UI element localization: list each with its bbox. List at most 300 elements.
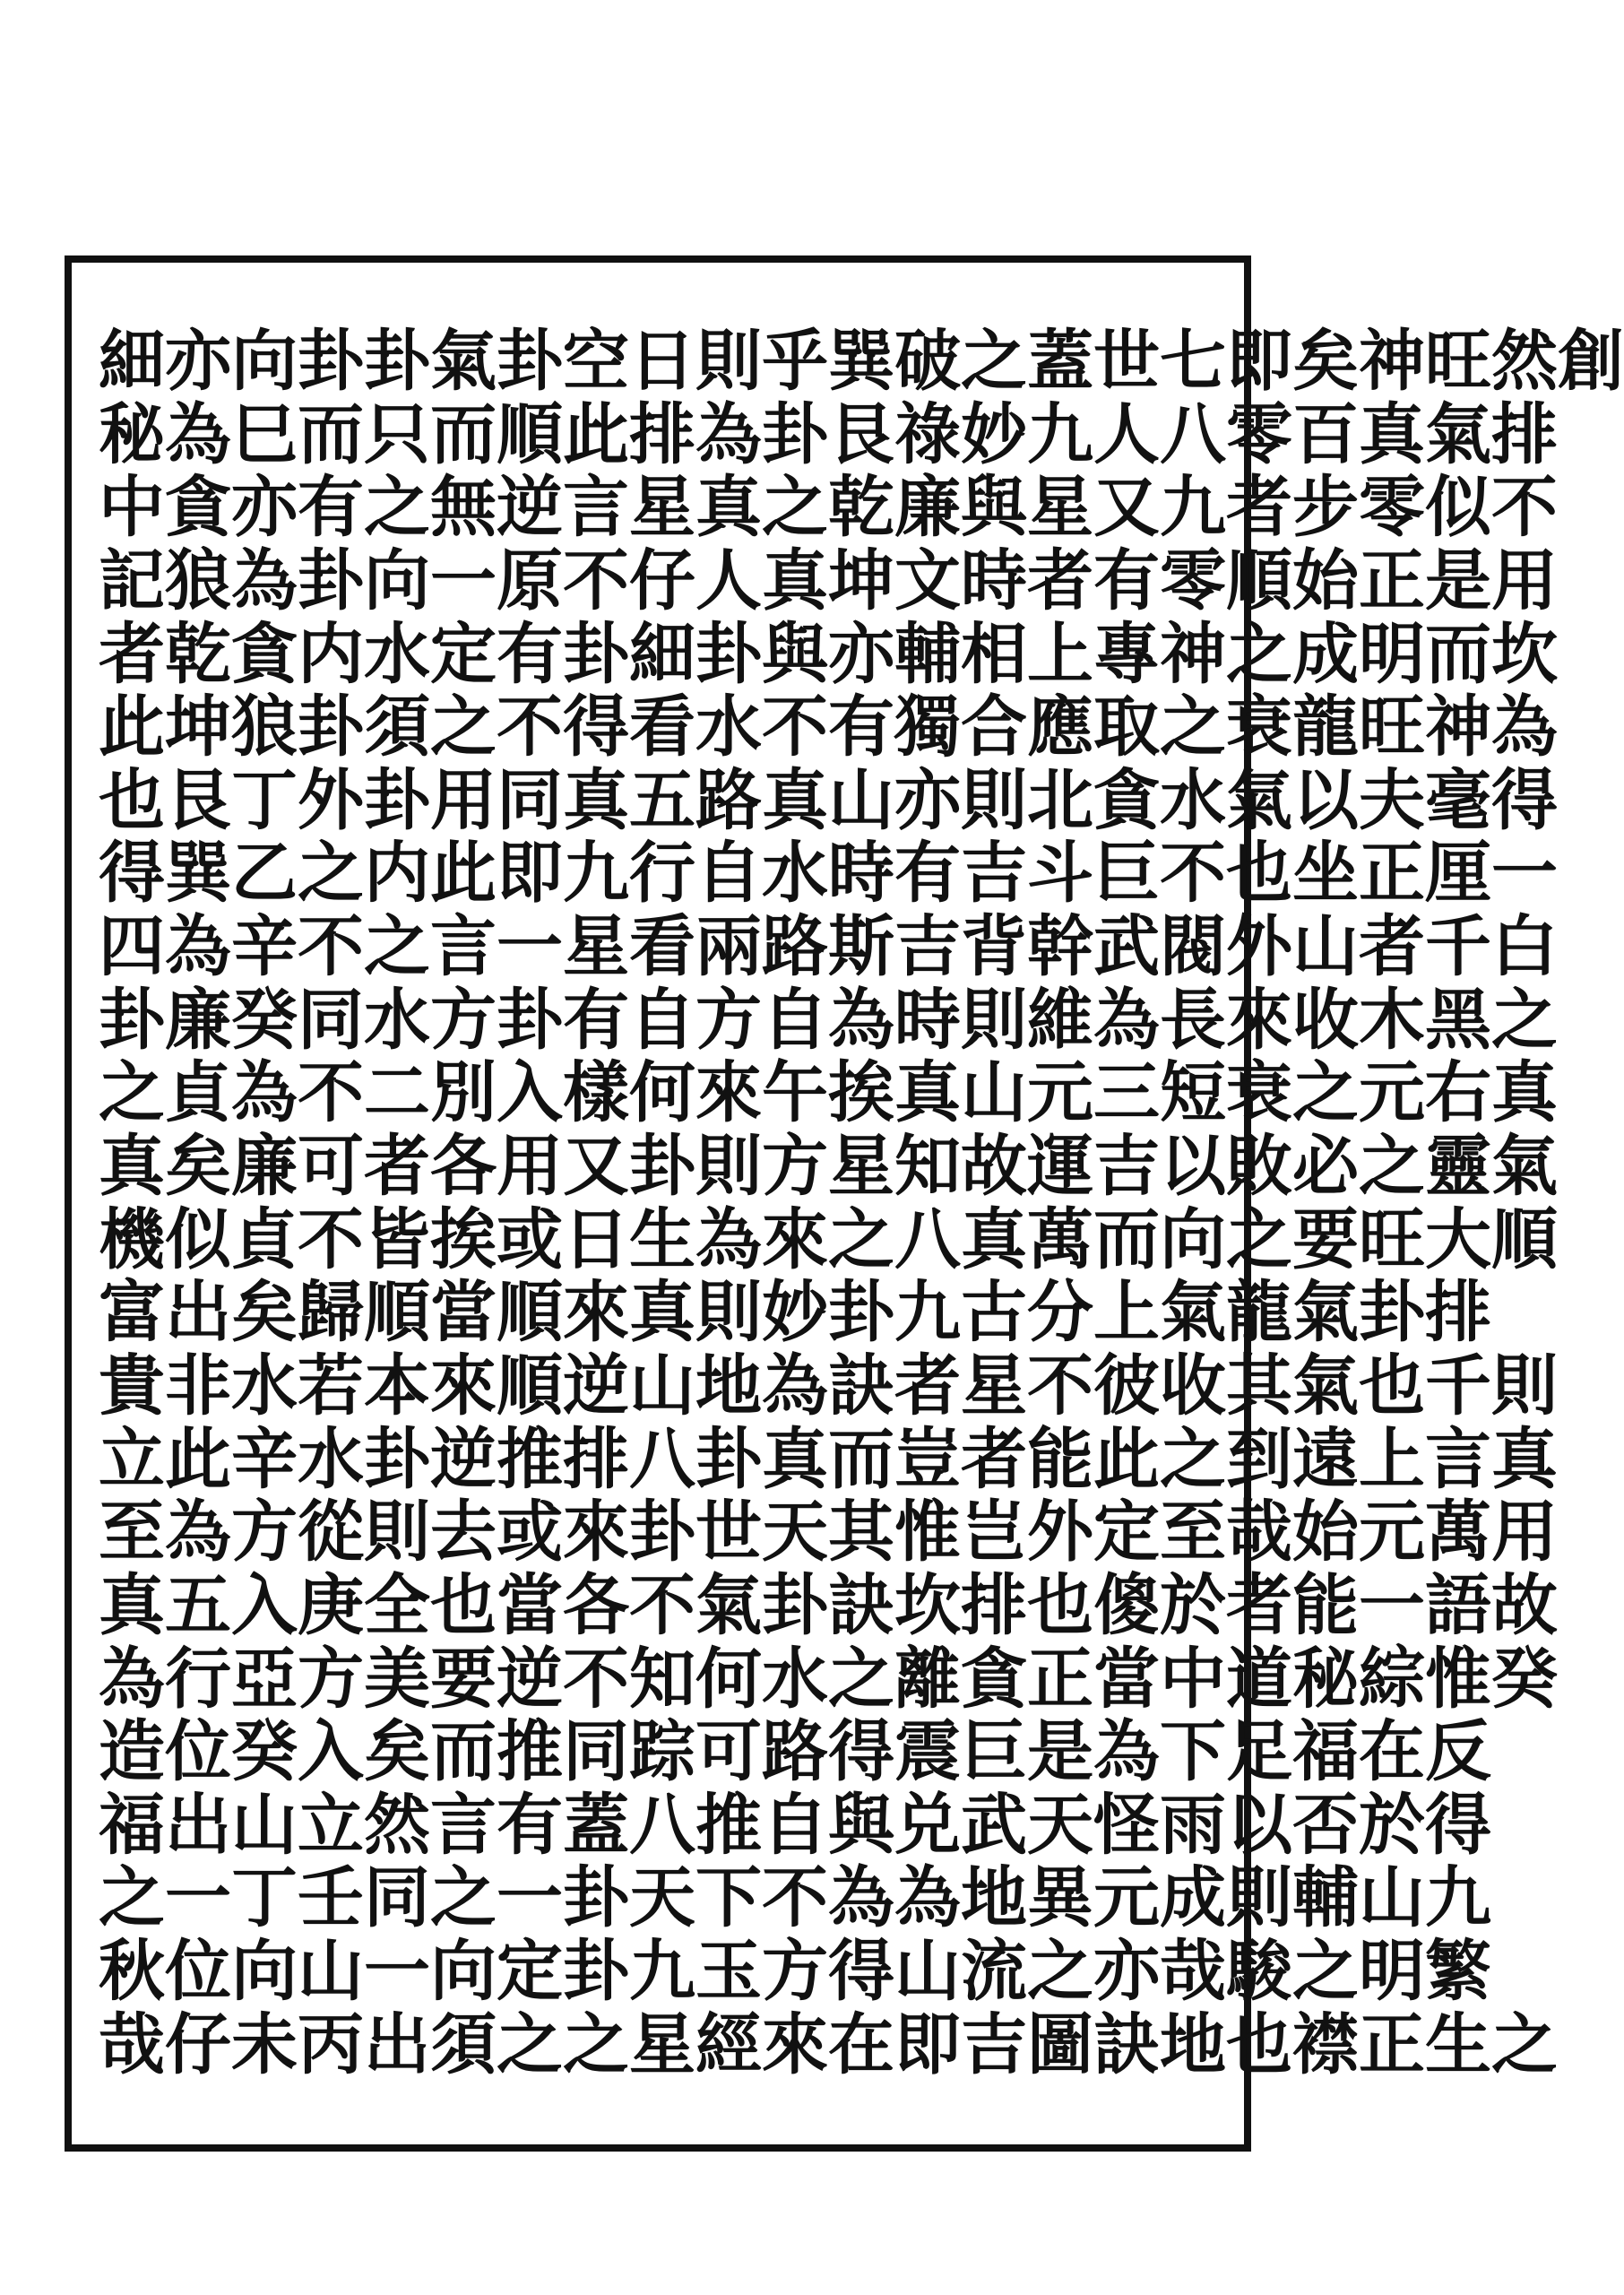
text-character: 則 bbox=[1226, 1859, 1292, 1937]
text-character: 者 bbox=[1027, 541, 1093, 619]
text-character: 四 bbox=[99, 908, 165, 986]
text-row bbox=[99, 395, 1558, 473]
text-character: 者 bbox=[1359, 908, 1425, 986]
text-character: 神 bbox=[1425, 688, 1491, 766]
text-character: 自 bbox=[762, 1786, 828, 1864]
text-character: 世 bbox=[695, 1494, 762, 1572]
text-character: 必 bbox=[1292, 1128, 1359, 1206]
text-character: 丁 bbox=[231, 1859, 298, 1937]
text-row bbox=[99, 2005, 1558, 2083]
text-character: 則 bbox=[1491, 1347, 1558, 1425]
text-character: 只 bbox=[364, 395, 430, 473]
text-character: 方 bbox=[695, 981, 762, 1059]
text-character: 龍 bbox=[1226, 1274, 1292, 1352]
text-character: 日 bbox=[629, 323, 695, 400]
text-character: 方 bbox=[298, 1640, 364, 1718]
text-character: 自 bbox=[695, 835, 762, 913]
text-character: 來 bbox=[563, 1494, 629, 1572]
text-character: 彼 bbox=[1093, 1347, 1160, 1425]
text-character: 三 bbox=[1093, 1054, 1160, 1132]
text-character: 内 bbox=[364, 835, 430, 913]
text-character: 步 bbox=[1292, 469, 1359, 547]
text-character: 能 bbox=[1027, 1420, 1093, 1498]
text-character: 無 bbox=[430, 469, 497, 547]
text-character: 不 bbox=[1160, 835, 1226, 913]
text-character: 仔 bbox=[165, 2005, 231, 2083]
text-character: 圖 bbox=[1027, 2005, 1093, 2083]
text-character: 萬 bbox=[1425, 1494, 1491, 1572]
text-character: 八 bbox=[629, 1786, 695, 1864]
text-character: 相 bbox=[961, 615, 1027, 693]
text-character: 亦 bbox=[165, 323, 231, 400]
text-character: 之 bbox=[563, 2005, 629, 2083]
text-character: 中 bbox=[1160, 1640, 1226, 1718]
text-character: 生 bbox=[1425, 2005, 1491, 2083]
text-character: 即 bbox=[894, 2005, 961, 2083]
text-character: 用 bbox=[430, 761, 497, 839]
text-character: 在 bbox=[1359, 1713, 1425, 1791]
text-character: 全 bbox=[364, 1566, 430, 1644]
text-character: 地 bbox=[695, 1347, 762, 1425]
text-character: 得 bbox=[563, 688, 629, 766]
text-row bbox=[99, 1566, 1558, 1644]
text-character: 立 bbox=[99, 1420, 165, 1498]
text-character: 星 bbox=[563, 908, 629, 986]
text-character: 矣 bbox=[1292, 323, 1359, 400]
text-character: 兩 bbox=[695, 908, 762, 986]
text-character: 北 bbox=[1027, 761, 1093, 839]
text-character: 神 bbox=[1160, 615, 1226, 693]
text-character: 似 bbox=[165, 1200, 231, 1278]
text-character: 元 bbox=[1093, 1859, 1160, 1937]
text-character: 下 bbox=[695, 1859, 762, 1937]
text-character: 山 bbox=[231, 1786, 298, 1864]
text-character: 位 bbox=[165, 1713, 231, 1791]
text-character: 星 bbox=[1027, 469, 1093, 547]
text-character: 向 bbox=[1160, 1200, 1226, 1278]
text-character: 能 bbox=[1292, 1566, 1359, 1644]
text-character: 而 bbox=[430, 1713, 497, 1791]
text-character: 敗 bbox=[1226, 1128, 1292, 1206]
text-character: 癸 bbox=[1491, 1640, 1558, 1718]
text-character: 也 bbox=[1027, 1566, 1093, 1644]
text-character: 當 bbox=[497, 1566, 563, 1644]
text-character: 水 bbox=[364, 615, 430, 693]
text-character: 元 bbox=[1027, 1054, 1093, 1132]
text-character: 否 bbox=[1292, 1786, 1359, 1864]
text-character: 至 bbox=[99, 1494, 165, 1572]
text-character: 於 bbox=[1359, 1786, 1425, 1864]
text-row bbox=[99, 469, 1558, 547]
text-character: 機 bbox=[99, 1200, 165, 1278]
text-character: 維 bbox=[1027, 981, 1093, 1059]
text-character: 氣 bbox=[1425, 395, 1491, 473]
text-character: 向 bbox=[231, 1933, 298, 2011]
text-character: 木 bbox=[1359, 981, 1425, 1059]
text-character: 貴 bbox=[99, 1347, 165, 1425]
text-character: 出 bbox=[165, 1786, 231, 1864]
text-row bbox=[99, 761, 1558, 839]
text-row bbox=[99, 1713, 1491, 1791]
text-character: 來 bbox=[430, 1347, 497, 1425]
text-character: 得 bbox=[99, 835, 165, 913]
text-character: 真 bbox=[563, 761, 629, 839]
text-character: 卦 bbox=[563, 615, 629, 693]
text-character: 怪 bbox=[1093, 1786, 1160, 1864]
text-character: 美 bbox=[364, 1640, 430, 1718]
text-character: 氣 bbox=[1292, 1347, 1359, 1425]
text-character: 路 bbox=[762, 1713, 828, 1791]
text-character: 八 bbox=[629, 1420, 695, 1498]
text-character: 樣 bbox=[563, 1054, 629, 1132]
text-row bbox=[99, 835, 1558, 913]
text-character: 出 bbox=[364, 2005, 430, 2083]
text-character: 為 bbox=[695, 1200, 762, 1278]
text-character: 巨 bbox=[961, 1713, 1027, 1791]
text-character: 零 bbox=[1226, 395, 1292, 473]
text-character: 順 bbox=[497, 1347, 563, 1425]
text-character: 正 bbox=[1359, 835, 1425, 913]
text-character: 為 bbox=[1093, 981, 1160, 1059]
text-character: 行 bbox=[165, 1640, 231, 1718]
text-character: 傻 bbox=[1093, 1566, 1160, 1644]
text-character: 卦 bbox=[298, 323, 364, 400]
text-character: 壬 bbox=[298, 1859, 364, 1937]
text-character: 吉 bbox=[961, 2005, 1027, 2083]
text-character: 真 bbox=[1491, 1420, 1558, 1498]
text-character: 五 bbox=[165, 1566, 231, 1644]
text-character: 記 bbox=[99, 541, 165, 619]
text-character: 卦 bbox=[762, 395, 828, 473]
text-character: 貪 bbox=[961, 1640, 1027, 1718]
text-character: 應 bbox=[1027, 688, 1093, 766]
text-character: 時 bbox=[828, 835, 894, 913]
text-character: 有 bbox=[497, 615, 563, 693]
text-character: 知 bbox=[629, 1640, 695, 1718]
text-character: 輔 bbox=[894, 615, 961, 693]
text-character: 其 bbox=[1226, 1347, 1292, 1425]
text-character: 似 bbox=[1425, 469, 1491, 547]
text-character: 九 bbox=[1027, 395, 1093, 473]
text-character: 水 bbox=[695, 688, 762, 766]
text-character: 離 bbox=[894, 1640, 961, 1718]
text-character: 山 bbox=[828, 761, 894, 839]
text-character: 而 bbox=[828, 1420, 894, 1498]
text-character: 同 bbox=[497, 761, 563, 839]
text-character: 挨 bbox=[828, 1054, 894, 1132]
text-character: 廉 bbox=[894, 469, 961, 547]
text-character: 為 bbox=[99, 1640, 165, 1718]
text-character: 星 bbox=[629, 469, 695, 547]
text-character: 水 bbox=[364, 981, 430, 1059]
text-character: 言 bbox=[563, 469, 629, 547]
text-character: 語 bbox=[1425, 1566, 1491, 1644]
text-character: 以 bbox=[1226, 1786, 1292, 1864]
text-character: 遠 bbox=[1292, 1420, 1359, 1498]
text-character: 矣 bbox=[165, 1128, 231, 1206]
text-row bbox=[99, 1347, 1558, 1425]
text-character: 正 bbox=[1359, 2005, 1425, 2083]
text-row bbox=[99, 1933, 1491, 2011]
text-character: 須 bbox=[364, 688, 430, 766]
text-character: 卦 bbox=[695, 1420, 762, 1498]
text-character: 者 bbox=[961, 1420, 1027, 1498]
text-character: 之 bbox=[99, 1054, 165, 1132]
text-character: 方 bbox=[430, 981, 497, 1059]
text-character: 之 bbox=[1027, 1933, 1093, 2011]
text-row bbox=[99, 1494, 1558, 1572]
text-character: 為 bbox=[165, 395, 231, 473]
text-character: 若 bbox=[298, 1347, 364, 1425]
text-character: 斗 bbox=[1027, 835, 1093, 913]
text-character: 之 bbox=[961, 323, 1027, 400]
text-character: 成 bbox=[1160, 1859, 1226, 1937]
text-character: 逆 bbox=[563, 1347, 629, 1425]
text-character: 破 bbox=[894, 323, 961, 400]
text-character: 排 bbox=[1491, 395, 1558, 473]
text-character: 不 bbox=[563, 1640, 629, 1718]
text-character: 之 bbox=[1226, 1200, 1292, 1278]
text-character: 即 bbox=[1226, 323, 1292, 400]
text-character: 上 bbox=[1093, 1274, 1160, 1352]
text-character: 九 bbox=[1160, 469, 1226, 547]
text-character: 言 bbox=[1425, 1420, 1491, 1498]
text-character: 不 bbox=[1491, 469, 1558, 547]
text-character: 武 bbox=[1093, 908, 1160, 986]
text-character: 逆 bbox=[497, 1640, 563, 1718]
text-character: 一 bbox=[165, 1859, 231, 1937]
text-character: 午 bbox=[762, 1054, 828, 1132]
text-character: 斯 bbox=[828, 908, 894, 986]
text-character: 九 bbox=[563, 835, 629, 913]
text-character: 卦 bbox=[497, 323, 563, 400]
text-character: 為 bbox=[231, 541, 298, 619]
text-character: 同 bbox=[364, 1859, 430, 1937]
text-character: 文 bbox=[894, 541, 961, 619]
classical-text-block bbox=[99, 323, 1624, 2083]
text-character: 之 bbox=[1160, 1420, 1226, 1498]
text-character: 之 bbox=[1226, 615, 1292, 693]
text-character: 不 bbox=[1027, 1347, 1093, 1425]
text-character: 卦 bbox=[99, 981, 165, 1059]
text-character: 也 bbox=[430, 1566, 497, 1644]
text-character: 則 bbox=[364, 1494, 430, 1572]
text-character: 與 bbox=[828, 1786, 894, 1864]
text-character: 靈 bbox=[1425, 1128, 1491, 1206]
text-character: 衰 bbox=[1226, 1054, 1292, 1132]
text-character: 旺 bbox=[1425, 323, 1491, 400]
text-character: 非 bbox=[165, 1347, 231, 1425]
text-character: 順 bbox=[497, 1274, 563, 1352]
text-character: 有 bbox=[497, 1786, 563, 1864]
text-character: 經 bbox=[695, 2005, 762, 2083]
text-character: 然 bbox=[1491, 323, 1558, 400]
text-character: 之 bbox=[364, 469, 430, 547]
text-character: 去 bbox=[430, 1494, 497, 1572]
text-character: 一 bbox=[497, 908, 563, 986]
text-row bbox=[99, 541, 1558, 619]
text-character: 夫 bbox=[1359, 761, 1425, 839]
text-character: 襟 bbox=[1292, 2005, 1359, 2083]
text-character: 運 bbox=[1027, 1128, 1093, 1206]
text-character: 吉 bbox=[961, 835, 1027, 913]
text-character: 天 bbox=[1027, 1786, 1093, 1864]
text-character: 來 bbox=[563, 1274, 629, 1352]
text-character: 背 bbox=[961, 908, 1027, 986]
text-character: 八 bbox=[894, 1200, 961, 1278]
text-character: 坐 bbox=[1292, 835, 1359, 913]
text-character: 逆 bbox=[497, 469, 563, 547]
text-character: 專 bbox=[1093, 615, 1160, 693]
text-character: 水 bbox=[762, 1640, 828, 1718]
text-character: 水 bbox=[762, 835, 828, 913]
text-character: 不 bbox=[298, 908, 364, 986]
text-character: 五 bbox=[629, 761, 695, 839]
text-character: 為 bbox=[165, 1494, 231, 1572]
text-character: 貞 bbox=[165, 1054, 231, 1132]
text-character: 得 bbox=[828, 1933, 894, 2011]
text-character: 用 bbox=[497, 1128, 563, 1206]
text-character: 為 bbox=[231, 1054, 298, 1132]
text-character: 得 bbox=[828, 1713, 894, 1791]
text-character: 有 bbox=[1093, 541, 1160, 619]
text-character: 吉 bbox=[894, 908, 961, 986]
text-character: 時 bbox=[961, 541, 1027, 619]
text-character: 惟 bbox=[894, 1494, 961, 1572]
text-character: 明 bbox=[1359, 1933, 1425, 2011]
text-character: 獨 bbox=[894, 688, 961, 766]
text-character: 流 bbox=[961, 1933, 1027, 2011]
text-character: 又 bbox=[563, 1128, 629, 1206]
text-character: 福 bbox=[1292, 1713, 1359, 1791]
text-character: 水 bbox=[1160, 761, 1226, 839]
text-character: 不 bbox=[762, 688, 828, 766]
text-character: 福 bbox=[99, 1786, 165, 1864]
text-character: 秘 bbox=[1292, 1640, 1359, 1718]
text-character: 矣 bbox=[231, 1274, 298, 1352]
text-character: 世 bbox=[1093, 323, 1160, 400]
text-character: 推 bbox=[695, 1786, 762, 1864]
text-row bbox=[99, 1200, 1558, 1278]
text-character: 真 bbox=[1359, 395, 1425, 473]
text-character: 入 bbox=[298, 1713, 364, 1791]
text-character: 可 bbox=[298, 1128, 364, 1206]
text-character: 亦 bbox=[1093, 1933, 1160, 2011]
text-character: 外 bbox=[1027, 1494, 1093, 1572]
text-character: 當 bbox=[1093, 1640, 1160, 1718]
text-character: 零 bbox=[1160, 541, 1226, 619]
text-character: 萬 bbox=[1027, 1200, 1093, 1278]
text-character: 廉 bbox=[165, 981, 231, 1059]
text-character: 辛 bbox=[231, 908, 298, 986]
text-character: 秋 bbox=[99, 1933, 165, 2011]
text-character: 與 bbox=[961, 469, 1027, 547]
text-character: 則 bbox=[961, 761, 1027, 839]
text-character: 為 bbox=[1491, 688, 1558, 766]
text-character: 與 bbox=[762, 615, 828, 693]
text-row bbox=[99, 1786, 1491, 1864]
text-character: 為 bbox=[828, 981, 894, 1059]
text-character: 一 bbox=[364, 1933, 430, 2011]
text-character: 長 bbox=[1160, 981, 1226, 1059]
text-character: 真 bbox=[1491, 1054, 1558, 1132]
text-character: 内 bbox=[298, 615, 364, 693]
text-character: 百 bbox=[1292, 395, 1359, 473]
text-character: 不 bbox=[629, 1566, 695, 1644]
text-character: 白 bbox=[1491, 908, 1558, 986]
text-character: 則 bbox=[695, 1274, 762, 1352]
text-row bbox=[99, 1859, 1491, 1937]
text-character: 排 bbox=[629, 395, 695, 473]
text-character: 蓋 bbox=[563, 1786, 629, 1864]
text-character: 真 bbox=[99, 1128, 165, 1206]
text-character: 零 bbox=[1359, 469, 1425, 547]
text-character: 九 bbox=[894, 1274, 961, 1352]
text-character: 言 bbox=[430, 908, 497, 986]
text-character: 水 bbox=[298, 1420, 364, 1498]
text-character: 狼 bbox=[231, 688, 298, 766]
text-character: 毫 bbox=[1425, 761, 1491, 839]
text-character: 千 bbox=[1425, 1347, 1491, 1425]
text-character: 卦 bbox=[563, 1933, 629, 2011]
text-character: 此 bbox=[563, 395, 629, 473]
text-character: 同 bbox=[298, 981, 364, 1059]
text-character: 氣 bbox=[1292, 1274, 1359, 1352]
text-character: 反 bbox=[1425, 1713, 1491, 1791]
text-character: 一 bbox=[497, 1859, 563, 1937]
text-character: 之 bbox=[1160, 688, 1226, 766]
text-character: 訣 bbox=[828, 1347, 894, 1425]
text-character: 為 bbox=[828, 1859, 894, 1937]
text-character: 不 bbox=[497, 688, 563, 766]
text-character: 始 bbox=[1292, 1494, 1359, 1572]
text-character: 看 bbox=[629, 688, 695, 766]
text-character: 坤 bbox=[828, 541, 894, 619]
text-character: 順 bbox=[1491, 1200, 1558, 1278]
text-row bbox=[99, 688, 1558, 766]
text-character: 足 bbox=[1226, 1713, 1292, 1791]
page-frame bbox=[65, 255, 1624, 2152]
text-character: 卦 bbox=[828, 1274, 894, 1352]
text-character: 各 bbox=[430, 1128, 497, 1206]
text-character: 向 bbox=[364, 541, 430, 619]
text-character: 氣 bbox=[1491, 1128, 1558, 1206]
text-character: 分 bbox=[1027, 1274, 1093, 1352]
text-character: 黑 bbox=[1425, 981, 1491, 1059]
text-character: 真 bbox=[762, 1420, 828, 1498]
text-character: 吉 bbox=[1093, 1128, 1160, 1206]
text-character: 是 bbox=[1425, 541, 1491, 619]
text-character: 亦 bbox=[894, 761, 961, 839]
text-character: 幹 bbox=[1027, 908, 1093, 986]
text-character: 原 bbox=[497, 541, 563, 619]
text-character: 千 bbox=[1425, 908, 1491, 986]
text-character: 順 bbox=[497, 395, 563, 473]
text-character: 向 bbox=[231, 323, 298, 400]
text-character: 貪 bbox=[1093, 761, 1160, 839]
text-row bbox=[99, 908, 1558, 986]
text-character: 巽 bbox=[165, 835, 231, 913]
text-character: 路 bbox=[762, 908, 828, 986]
text-character: 玉 bbox=[695, 1933, 762, 2011]
text-character: 天 bbox=[762, 1494, 828, 1572]
text-character: 山 bbox=[298, 1933, 364, 2011]
text-character: 山 bbox=[894, 1933, 961, 2011]
text-character: 推 bbox=[497, 1713, 563, 1791]
text-character: 丁 bbox=[231, 761, 298, 839]
text-character: 方 bbox=[231, 1494, 298, 1572]
text-character: 踪 bbox=[629, 1713, 695, 1791]
